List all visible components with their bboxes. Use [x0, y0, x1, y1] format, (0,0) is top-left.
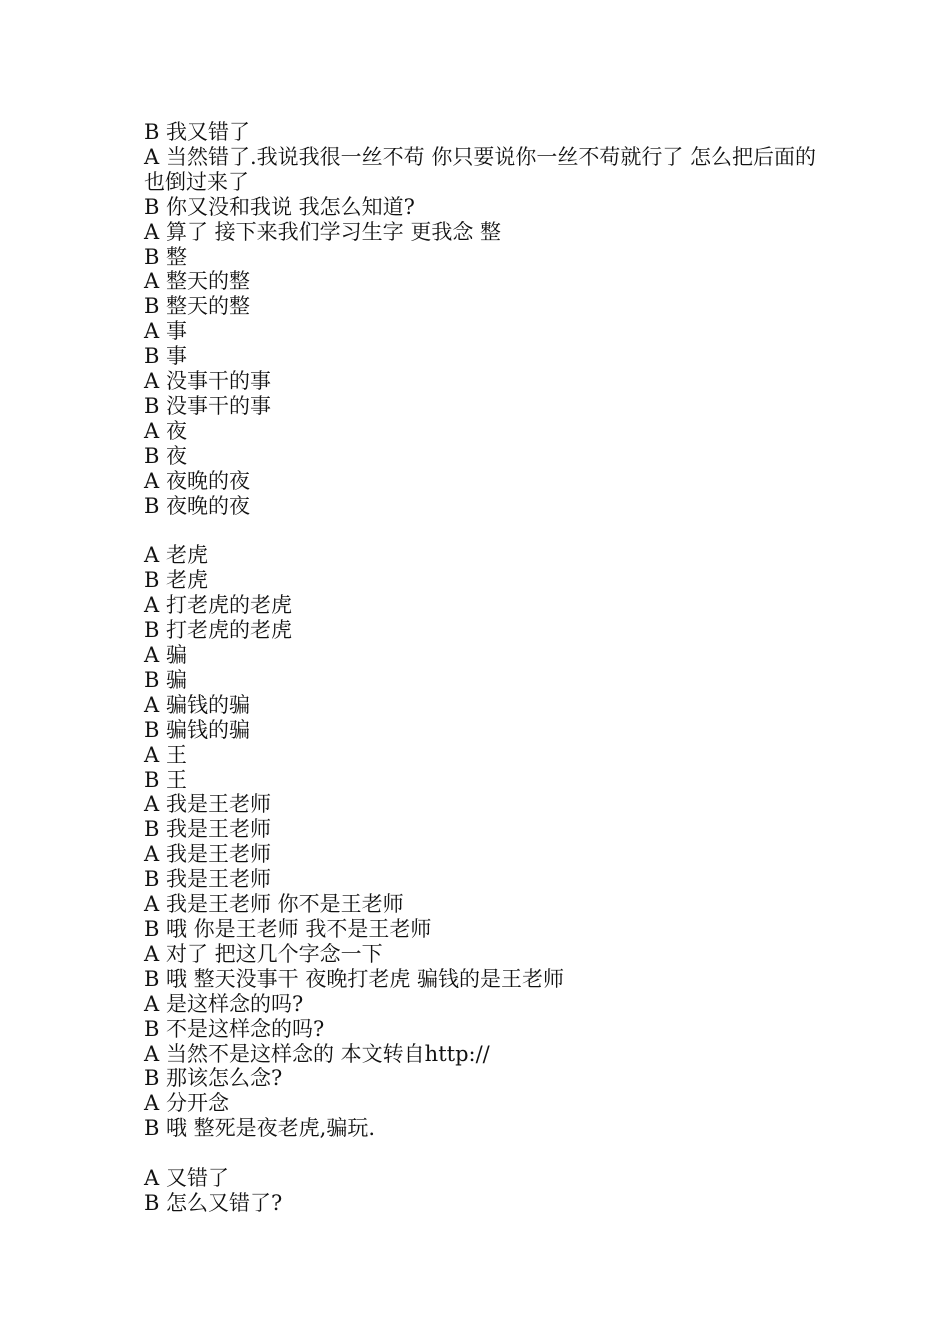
speaker-label: B	[144, 443, 160, 468]
dialogue-text: 哦 整死是夜老虎,骗玩.	[166, 1116, 376, 1141]
speaker-label: B	[144, 717, 160, 742]
dialogue-line	[144, 817, 824, 842]
dialogue-line	[144, 1166, 824, 1191]
dialogue-text: 哦 整天没事干 夜晚打老虎 骗钱的是王老师	[166, 966, 565, 991]
speaker-label: A	[144, 319, 160, 344]
dialogue-line	[144, 842, 824, 867]
dialogue-line	[144, 419, 824, 444]
speaker-label: A	[144, 219, 160, 244]
blank-line	[144, 1141, 824, 1166]
dialogue-text: 打老虎的老虎	[166, 618, 292, 643]
dialogue-text: 骗	[166, 667, 187, 692]
speaker-label: B	[144, 294, 160, 319]
dialogue-text: 算了 接下来我们学习生字 更我念 整	[166, 219, 502, 244]
dialogue-text: 我是王老师	[166, 842, 271, 867]
dialogue-text: 打老虎的老虎	[166, 593, 292, 618]
speaker-label: B	[144, 767, 160, 792]
dialogue-line	[144, 892, 824, 917]
speaker-label: A	[144, 692, 160, 717]
speaker-label: B	[144, 867, 160, 892]
dialogue-line	[144, 245, 824, 270]
speaker-label: B	[144, 966, 160, 991]
dialogue-line	[144, 792, 824, 817]
dialogue-line	[144, 469, 824, 494]
dialogue-line	[144, 917, 824, 942]
dialogue-text: 没事干的事	[166, 393, 271, 418]
speaker-label: B	[144, 493, 160, 518]
dialogue-line	[144, 967, 824, 992]
dialogue-line	[144, 319, 824, 344]
dialogue-line	[144, 643, 824, 668]
dialogue-line	[144, 195, 824, 220]
dialogue-text: 事	[166, 344, 187, 369]
dialogue-line	[144, 394, 824, 419]
speaker-label: A	[144, 842, 160, 867]
dialogue-line	[144, 568, 824, 593]
speaker-label: A	[144, 468, 160, 493]
document-page	[144, 120, 824, 1216]
dialogue-line	[144, 718, 824, 743]
speaker-label: A	[144, 991, 160, 1016]
speaker-label: B	[144, 1190, 160, 1215]
dialogue-text: 我又错了	[166, 120, 250, 144]
speaker-label: B	[144, 393, 160, 418]
speaker-label: A	[144, 269, 160, 294]
dialogue-line	[144, 494, 824, 519]
dialogue-text: 整天的整	[166, 269, 250, 294]
speaker-label: B	[144, 1116, 160, 1141]
dialogue-line	[144, 768, 824, 793]
speaker-label: A	[144, 1041, 160, 1066]
dialogue-text: 夜	[166, 443, 187, 468]
dialogue-text: 哦 你是王老师 我不是王老师	[166, 916, 432, 941]
dialogue-text: 整	[166, 244, 187, 269]
dialogue-line	[144, 1066, 824, 1091]
dialogue-text: 我是王老师	[166, 792, 271, 817]
dialogue-text: 又错了	[166, 1166, 229, 1191]
dialogue-text: 老虎	[166, 568, 208, 593]
speaker-label: A	[144, 792, 160, 817]
speaker-label: B	[144, 120, 160, 144]
speaker-label: A	[144, 892, 160, 917]
dialogue-line	[144, 444, 824, 469]
dialogue-text: 事	[166, 319, 187, 344]
dialogue-text: 骗	[166, 643, 187, 668]
dialogue-text: 骗钱的骗	[166, 717, 250, 742]
dialogue-text: 当然不是这样念的 本文转自http://	[166, 1041, 490, 1066]
dialogue-text: 我是王老师 你不是王老师	[166, 892, 404, 917]
dialogue-text: 夜	[166, 418, 187, 443]
dialogue-line	[144, 344, 824, 369]
speaker-label: B	[144, 344, 160, 369]
speaker-label: B	[144, 618, 160, 643]
speaker-label: B	[144, 1016, 160, 1041]
dialogue-text: 夜晚的夜	[166, 468, 250, 493]
dialogue-text: 骗钱的骗	[166, 692, 250, 717]
dialogue-line	[144, 942, 824, 967]
speaker-label: A	[144, 144, 160, 169]
speaker-label: B	[144, 244, 160, 269]
speaker-label: A	[144, 593, 160, 618]
dialogue-text: 当然错了.我说我很一丝不苟 你只要说你一丝不苟就行了 怎么把后面的也倒过来了	[144, 144, 817, 194]
dialogue-line	[144, 369, 824, 394]
dialogue-line	[144, 992, 824, 1017]
speaker-label: A	[144, 643, 160, 668]
dialogue-text: 王	[166, 742, 187, 767]
speaker-label: A	[144, 941, 160, 966]
speaker-label: A	[144, 543, 160, 568]
dialogue-line	[144, 220, 824, 245]
dialogue-text: 老虎	[166, 543, 208, 568]
dialogue-line	[144, 1042, 824, 1067]
dialogue-text: 我是王老师	[166, 867, 271, 892]
speaker-label: A	[144, 418, 160, 443]
dialogue-line	[144, 269, 824, 294]
speaker-label: A	[144, 1166, 160, 1191]
dialogue-text: 王	[166, 767, 187, 792]
dialogue-text: 整天的整	[166, 294, 250, 319]
dialogue-line	[144, 543, 824, 568]
dialogue-text: 那该怎么念?	[166, 1066, 283, 1091]
speaker-label: A	[144, 369, 160, 394]
dialogue-text: 是这样念的吗?	[166, 991, 304, 1016]
dialogue-line	[144, 1191, 824, 1216]
dialogue-line	[144, 668, 824, 693]
dialogue-text: 没事干的事	[166, 369, 271, 394]
dialogue-text: 怎么又错了?	[166, 1190, 283, 1215]
dialogue-text: 夜晚的夜	[166, 493, 250, 518]
dialogue-text: 我是王老师	[166, 817, 271, 842]
speaker-label: B	[144, 1066, 160, 1091]
dialogue-text: 不是这样念的吗?	[166, 1016, 325, 1041]
dialogue-line	[144, 145, 824, 195]
dialogue-line	[144, 294, 824, 319]
speaker-label: A	[144, 1091, 160, 1116]
dialogue-line	[144, 867, 824, 892]
dialogue-text: 分开念	[166, 1091, 229, 1116]
speaker-label: B	[144, 568, 160, 593]
speaker-label: B	[144, 916, 160, 941]
speaker-label: B	[144, 817, 160, 842]
dialogue-line	[144, 120, 824, 145]
speaker-label: B	[144, 194, 160, 219]
dialogue-text: 对了 把这几个字念一下	[166, 941, 383, 966]
dialogue-line	[144, 1116, 824, 1141]
dialogue-line	[144, 693, 824, 718]
blank-line	[144, 519, 824, 544]
speaker-label: A	[144, 742, 160, 767]
dialogue-line	[144, 1017, 824, 1042]
speaker-label: B	[144, 667, 160, 692]
dialogue-line	[144, 1091, 824, 1116]
dialogue-line	[144, 743, 824, 768]
dialogue-line	[144, 593, 824, 618]
dialogue-line	[144, 618, 824, 643]
dialogue-text: 你又没和我说 我怎么知道?	[166, 194, 415, 219]
